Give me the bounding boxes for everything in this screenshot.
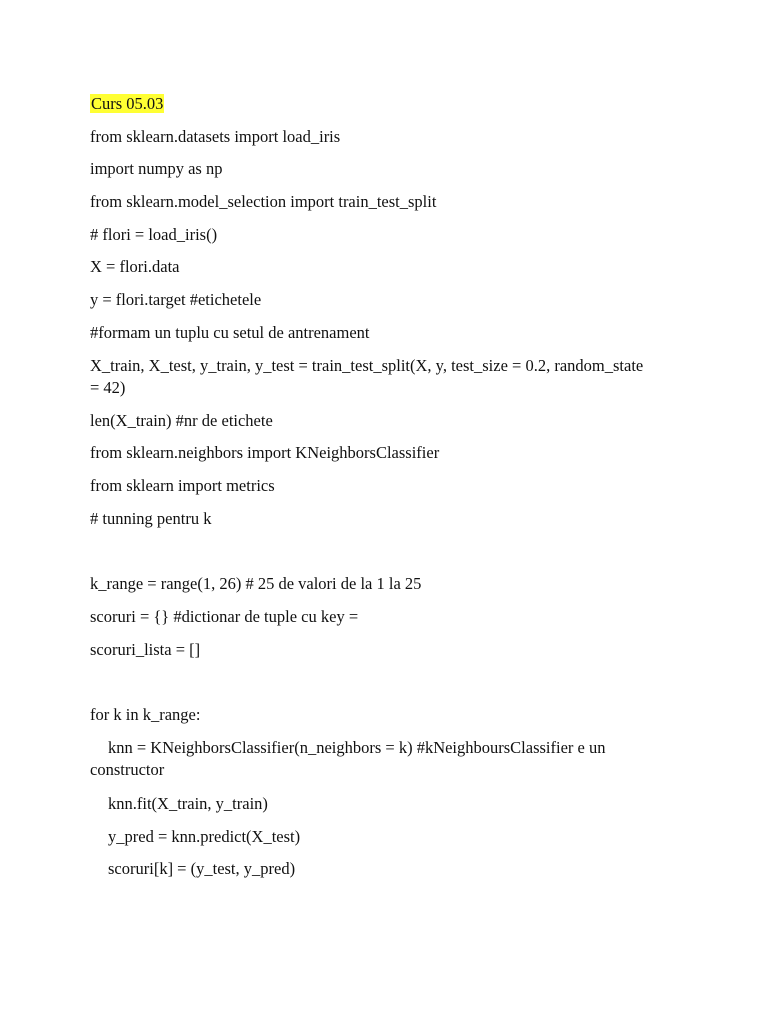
- code-line: y = flori.target #etichetele: [90, 290, 262, 309]
- document-heading: [90, 93, 164, 115]
- code-line: #formam un tuplu cu setul de antrenament: [90, 323, 370, 342]
- code-line: knn = KNeighborsClassifier(n_neighbors = k) #kNeighboursClassifier e un constructor: [90, 738, 606, 779]
- code-line: X = flori.data: [90, 257, 180, 276]
- heading-highlight: Curs 05.03: [91, 94, 164, 113]
- code-line: from sklearn.neighbors import KNeighborsClassifier: [90, 443, 440, 462]
- code-line: len(X_train) #nr de etichete: [90, 411, 273, 430]
- code-line: from sklearn import metrics: [90, 476, 275, 495]
- code-line: import numpy as np: [90, 159, 223, 178]
- code-line: scoruri = {} #dictionar de tuple cu key =: [90, 607, 359, 626]
- code-line: for k in k_range:: [90, 705, 201, 724]
- code-line: y_pred = knn.predict(X_test): [108, 827, 301, 846]
- code-line: from sklearn.model_selection import train_test_split: [90, 192, 437, 211]
- code-line: knn.fit(X_train, y_train): [108, 794, 268, 813]
- code-line: # tunning pentru k: [90, 509, 212, 528]
- code-line: X_train, X_test, y_train, y_test = train_test_split(X, y, test_size = 0.2, random_state = 42): [90, 356, 644, 397]
- code-line: k_range = range(1, 26) # 25 de valori de la 1 la 25: [90, 574, 422, 593]
- code-line: scoruri[k] = (y_test, y_pred): [108, 859, 296, 878]
- code-line: from sklearn.datasets import load_iris: [90, 127, 341, 146]
- code-line: # flori = load_iris(): [90, 225, 218, 244]
- code-line: scoruri_lista = []: [90, 640, 201, 659]
